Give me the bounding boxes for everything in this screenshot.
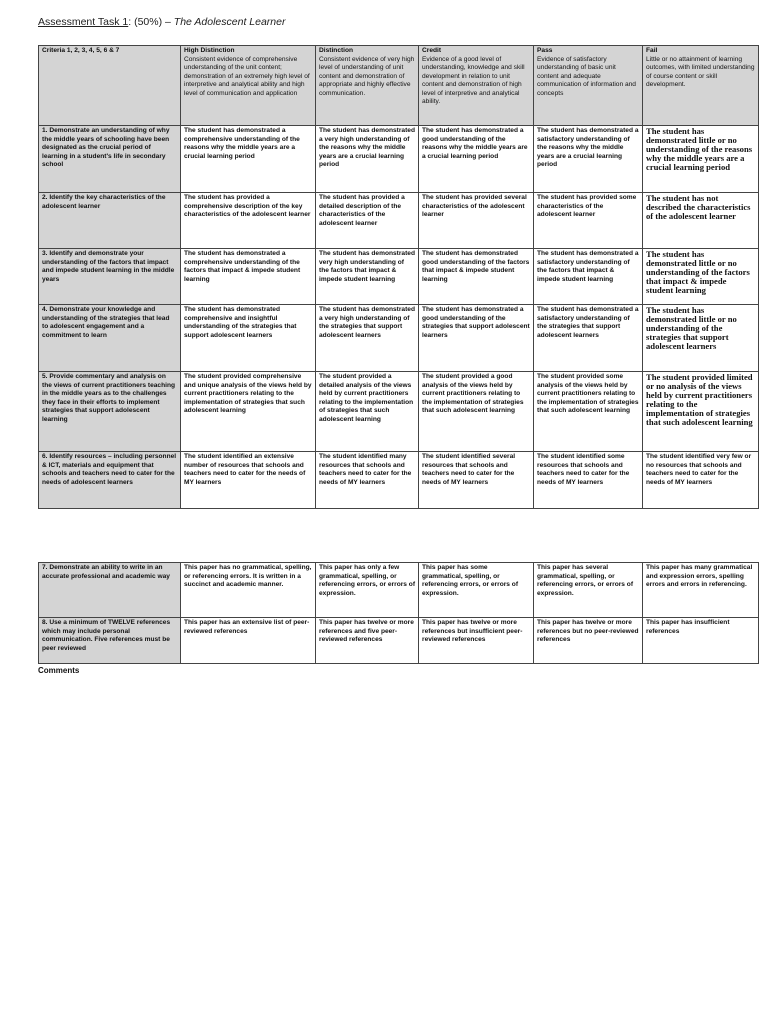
pass-cell: The student has demonstrated a satisfactory understanding of the strategies that support adolescent learners	[534, 305, 643, 372]
rubric-row-8	[39, 618, 759, 664]
rubric-table-main	[38, 45, 759, 509]
criterion-cell: 4. Demonstrate your knowledge and understanding of the strategies that lead to adolescent engagement and a commitment to learn	[39, 305, 181, 372]
fail-cell: The student has demonstrated little or no understanding of the strategies that support adolescent learners	[643, 305, 759, 372]
title-prefix: Assessment Task 1	[38, 16, 129, 28]
rubric-row-1	[39, 126, 759, 193]
header-pass	[534, 46, 643, 126]
credit-cell: The student has demonstrated a good understanding of the strategies that support adolescent learners	[419, 305, 534, 372]
pass-cell: The student identified some resources that schools and teachers need to cater for the needs of MY learners	[534, 452, 643, 509]
distinction-cell: This paper has twelve or more references and five peer-reviewed references	[316, 618, 419, 664]
fail-cell: The student has not described the characteristics of the adolescent learner	[643, 193, 759, 249]
criterion-cell: 7. Demonstrate an ability to write in an accurate professional and academic way	[39, 563, 181, 618]
criterion-cell: 2. Identify the key characteristics of the adolescent learner	[39, 193, 181, 249]
credit-cell: The student has demonstrated a good understanding of the reasons why the middle years are a crucial learning period	[419, 126, 534, 193]
high-distinction-cell: The student has demonstrated comprehensive and insightful understanding of the strategies that support adolescent learners	[181, 305, 316, 372]
rubric-table-writing	[38, 562, 759, 664]
level-label: Credit	[422, 47, 442, 54]
fail-cell: The student identified very few or no resources that schools and teachers need to cater for the needs of MY learners	[643, 452, 759, 509]
credit-cell: The student provided a good analysis of the views held by current practitioners relating to the implementation of strategies that such adolescent learning	[419, 372, 534, 452]
level-label: High Distinction	[184, 47, 235, 54]
distinction-cell: The student has provided a detailed description of the characteristics of the adolescent learner	[316, 193, 419, 249]
page-title	[38, 16, 285, 28]
pass-cell: The student has provided some characteristics of the adolescent learner	[534, 193, 643, 249]
level-description: Evidence of a good level of understanding, knowledge and skill development in relation to unit content and demonstration of high level of interpretive and analytical ability.	[422, 55, 525, 106]
high-distinction-cell: The student provided comprehensive and unique analysis of the views held by current practitioners relating to the implementation of strategies that such adolescent learning	[181, 372, 316, 452]
high-distinction-cell: The student has demonstrated a comprehensive understanding of the reasons why the middle years are a crucial learning period	[181, 126, 316, 193]
criteria-header: Criteria 1, 2, 3, 4, 5, 6 & 7	[39, 46, 181, 126]
criterion-cell: 3. Identify and demonstrate your understanding of the factors that impact and impede student learning in the middle years	[39, 249, 181, 305]
title-name: The Adolescent Learner	[173, 16, 286, 28]
rubric-row-3	[39, 249, 759, 305]
distinction-cell: The student identified many resources that schools and teachers need to cater for the needs of MY learners	[316, 452, 419, 509]
comments-label: Comments	[38, 666, 80, 675]
header-high-distinction	[181, 46, 316, 126]
level-label: Fail	[646, 47, 658, 54]
pass-cell: The student has demonstrated a satisfactory understanding of the reasons why the middle years are a crucial learning period	[534, 126, 643, 193]
rubric-row-4	[39, 305, 759, 372]
rubric-header-row	[39, 46, 759, 126]
level-label: Pass	[537, 47, 553, 54]
rubric-row-5	[39, 372, 759, 452]
high-distinction-cell: The student identified an extensive number of resources that schools and teachers need to cater for the needs of MY learners	[181, 452, 316, 509]
header-distinction	[316, 46, 419, 126]
level-description: Evidence of satisfactory understanding of basic unit content and adequate communication of information and concepts	[537, 55, 636, 97]
credit-cell: This paper has some grammatical, spelling, or referencing errors, or errors of expression.	[419, 563, 534, 618]
high-distinction-cell: This paper has an extensive list of peer-reviewed references	[181, 618, 316, 664]
level-description: Little or no attainment of learning outcomes, with limited understanding of course content or skill development.	[646, 55, 755, 89]
distinction-cell: The student provided a detailed analysis of the views held by current practitioners relating to the implementation of strategies that such adolescent learning	[316, 372, 419, 452]
level-description: Consistent evidence of comprehensive understanding of the unit content; demonstration of an extremely high level of interpretive and analytical ability and high level of communication and application	[184, 55, 310, 97]
level-label: Distinction	[319, 47, 354, 54]
distinction-cell: The student has demonstrated very high understanding of the factors that impact & impede student learning	[316, 249, 419, 305]
criterion-cell: 1. Demonstrate an understanding of why the middle years of schooling have been designated as the crucial period of learning in a student's life in secondary school	[39, 126, 181, 193]
level-description: Consistent evidence of very high level of understanding of unit content and demonstration of appropriate and highly effective communication.	[319, 55, 415, 97]
criterion-cell: 6. Identify resources – including personnel & ICT, materials and equipment that schools and teachers need to cater for the needs of adolescent learners	[39, 452, 181, 509]
rubric-row-6	[39, 452, 759, 509]
header-credit	[419, 46, 534, 126]
high-distinction-cell: This paper has no grammatical, spelling, or referencing errors. It is written in a succinct and academic manner.	[181, 563, 316, 618]
pass-cell: This paper has twelve or more references but no peer-reviewed references	[534, 618, 643, 664]
fail-cell: The student has demonstrated little or no understanding of the factors that impact & impede student learning	[643, 249, 759, 305]
pass-cell: The student provided some analysis of the views held by current practitioners relating to the implementation of strategies that such adolescent learning	[534, 372, 643, 452]
criterion-cell: 5. Provide commentary and analysis on the views of current practitioners teaching in the middle years as to the challenges they face in their efforts to implement strategies that support adolescent learning	[39, 372, 181, 452]
credit-cell: The student has provided several characteristics of the adolescent learner	[419, 193, 534, 249]
criterion-cell: 8. Use a minimum of TWELVE references which may include personal communication. Five references must be peer reviewed	[39, 618, 181, 664]
credit-cell: This paper has twelve or more references but insufficient peer-reviewed references	[419, 618, 534, 664]
pass-cell: The student has demonstrated a satisfactory understanding of the factors that impact & impede student learning	[534, 249, 643, 305]
high-distinction-cell: The student has provided a comprehensive description of the key characteristics of the adolescent learner	[181, 193, 316, 249]
rubric-row-7	[39, 563, 759, 618]
fail-cell: The student provided limited or no analysis of the views held by current practitioners relating to the implementation of strategies that such adolescent learning	[643, 372, 759, 452]
credit-cell: The student identified several resources that schools and teachers need to cater for the needs of MY learners	[419, 452, 534, 509]
header-fail	[643, 46, 759, 126]
fail-cell: This paper has many grammatical and expression errors, spelling errors and errors in referencing.	[643, 563, 759, 618]
fail-cell: The student has demonstrated little or no understanding of the reasons why the middle years are a crucial learning period	[643, 126, 759, 193]
credit-cell: The student has demonstrated good understanding of the factors that impact & impede student learning	[419, 249, 534, 305]
high-distinction-cell: The student has demonstrated a comprehensive understanding of the factors that impact & impede student learning	[181, 249, 316, 305]
distinction-cell: The student has demonstrated a very high understanding of the strategies that support adolescent learners	[316, 305, 419, 372]
title-middle: : (50%) –	[128, 16, 174, 28]
distinction-cell: This paper has only a few grammatical, spelling, or referencing errors, or errors of expression.	[316, 563, 419, 618]
distinction-cell: The student has demonstrated a very high understanding of the reasons why the middle years are a crucial learning period	[316, 126, 419, 193]
rubric-row-2	[39, 193, 759, 249]
pass-cell: This paper has several grammatical, spelling, or referencing errors, or errors of expression.	[534, 563, 643, 618]
fail-cell: This paper has insufficient references	[643, 618, 759, 664]
